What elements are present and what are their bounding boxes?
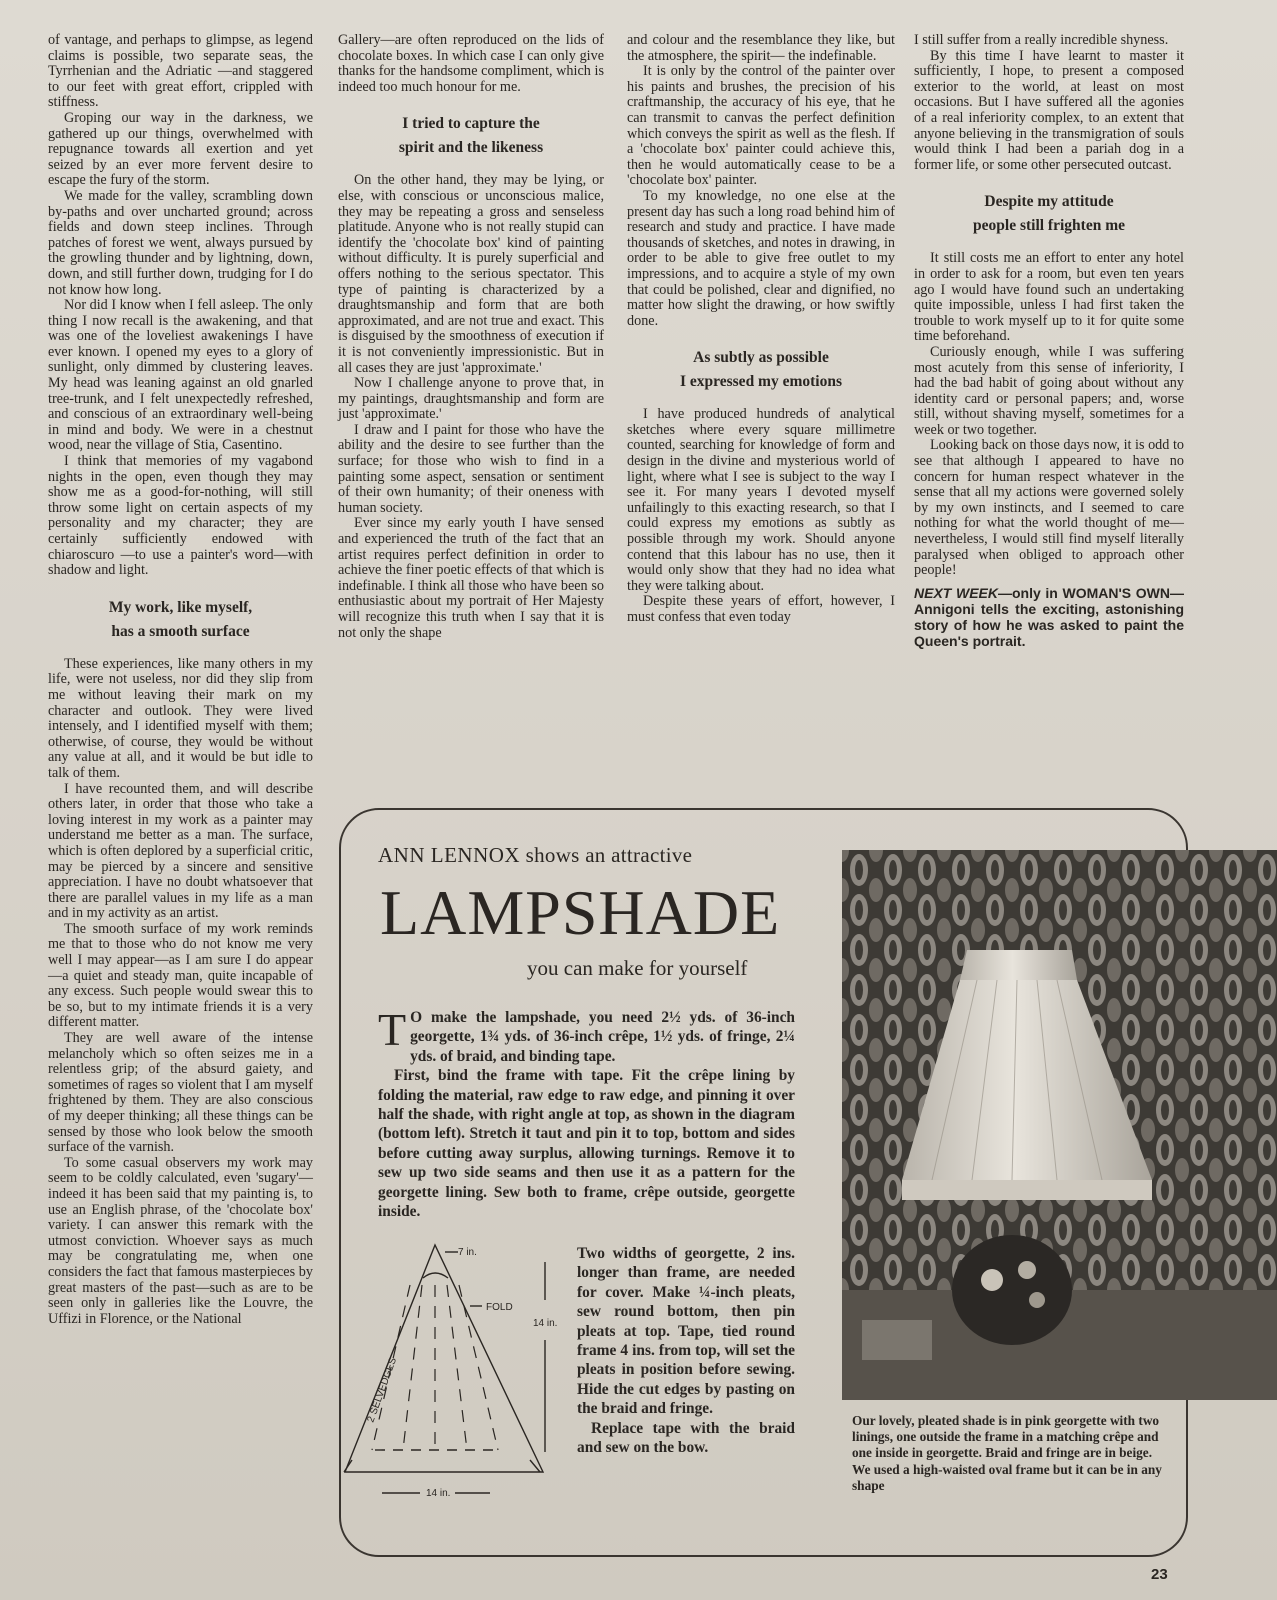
paragraph: On the other hand, they may be lying, or else, with conscious or unconscious malice, they may be repeating a gross and senseless platitude. Anyone who is not really stupid can identify the 'chocolate box' kind of painting without difficulty. It is purely superficial and offers nothing to the serious spectator. This type of painting is characterized by a draughtsmanship and form that are both approximated, and are not true and exact. This is disguised by the smoothness of execution if it is not conveniently impressionistic. But in all cases they are just 'approximate.'	[338, 172, 604, 376]
subheading-line: I tried to capture the	[402, 115, 540, 133]
intro-text: O make the lampshade, you need 2½ yds. of 36-inch georgette, 1¾ yds. of 36-inch crêpe, 1½ yds. of fringe, 2¼ yds. of braid, and binding tape.	[410, 1009, 795, 1065]
lamp-base-flower	[1018, 1261, 1036, 1279]
paragraph: It is only by the control of the painter over his paints and brushes, the precision of his craftmanship, the accuracy of his eye, that he can transmit to canvas the perfect definition which conveys the spirit as well as the flesh. If a 'chocolate box' painter could achieve this, then he would automatically cease to be a 'chocolate box' painter.	[627, 63, 895, 189]
paragraph: We made for the valley, scrambling down by-paths and over uncharted ground; across fields and down steep inclines. Through patches of forest we went, always pursued by the growling thunder and by lightning, down, down, and still further down, trudging for I do not know how long.	[48, 187, 313, 298]
diagram-height-label: 14 in.	[533, 1318, 558, 1329]
paragraph: The smooth surface of my work reminds me that to those who do not know me very well I may appear—as I am sure I do appear—a quiet and steady man, quite incapable of any excess. Such people would swear this to be so, but to my intimate friends it is a very different matter.	[48, 920, 313, 1031]
paragraph: Curiously enough, while I was suffering most acutely from this sense of inferiority, I had the bad habit of going about without any identity card or personal papers; and, worse still, without shaving myself, sometimes for a week or two together.	[914, 343, 1184, 438]
lamp-fringe	[902, 1180, 1152, 1200]
diagram-selvedge-label: 2 SELVEDGES	[365, 1356, 400, 1425]
lamp-base-flower	[981, 1269, 1003, 1291]
lamp-illustration	[842, 850, 1277, 1400]
paragraph: Ever since my early youth I have sensed and experienced the truth of the fact that an artist requires perfect definition in order to achieve the finer poetic effects of that which is indefinable. I think all those who have been so enthusiastic about my portrait of Her Majesty will recognize this truth when I say that it is not only the shape	[338, 515, 604, 641]
subheading-line: people still frighten me	[973, 217, 1125, 235]
paragraph: To my knowledge, no one else at the present day has such a long road behind him of research and study and practice. I have made thousands of sketches, and notes in drawing, in order to be able to give free outlet to my impressions, and to acquire a style of my own that could be polished, clear and dignified, no matter how slight the drawing, or how swiftly done.	[627, 187, 895, 329]
next-week-label: NEXT WEEK	[914, 584, 998, 601]
subheading-line: Despite my attitude	[984, 193, 1114, 211]
instructions-step: First, bind the frame with tape. Fit the crêpe lining by folding the material, raw edge to raw edge, and pinning it over half the shade, with right angle at top, as shown in the diagram (bottom left). Stretch it taut and pin it to top, bottom and sides before cutting away surplus, allowing turnings. Remove it to sew up two side seams and then use it as a pattern for the georgette lining. Sew both to frame, crêpe outside, georgette inside.	[378, 1067, 795, 1221]
paragraph: Nor did I know when I fell asleep. The only thing I now recall is the awakening, and that was one of the loveliest awakenings I have ever known. I opened my eyes to a glory of sunlight, only dimmed by clustering leaves. My head was leaning against an old gnarled tree-trunk, and I felt unexpectedly refreshed, and conscious of an extraordinary well-being in mind and body. We were in a chestnut wood, near the village of Stia, Casentino.	[48, 297, 313, 454]
next-week-text: —only in WOMAN'S OWN—Annigoni tells the exciting, astonishing story of how he was asked to paint the Queen's portrait.	[914, 584, 1184, 649]
diagram-top-arc	[423, 1273, 448, 1278]
diagram-top-label: 7 in.	[458, 1247, 477, 1258]
diagram-fold-label: FOLD	[486, 1302, 513, 1313]
instructions-step: Two widths of georgette, 2 ins. longer than frame, are needed for cover. Make ¼-inch pleats, sew round bottom, then pin pleats at top. Tape, tied round frame 4 ins. from top, will set the pleats in position before sewing. Hide the cut edges by pasting on the braid and fringe.	[577, 1245, 795, 1418]
subheading-line: I expressed my emotions	[679, 373, 843, 391]
paragraph: To some casual observers my work may seem to be coldly calculated, even 'sugary'—indeed it has been said that my painting is, to use an English phrase, of the 'chocolate box' variety. I can answer this remark with the utmost conviction. Whoever says as much may be congratulating me, when one considers the fact that famous masterpieces by great masters of the past—such as are to be seen only in galleries like the Louvre, the Uffizi in Florence, or the National	[48, 1154, 313, 1327]
paragraph: Gallery—are often reproduced on the lids of chocolate boxes. In which case I can only give thanks for the handsome compliment, which is indeed too much honour for me.	[338, 32, 604, 95]
lamp-shade-top	[960, 950, 1077, 980]
subheading-subtly-as-possible	[627, 346, 895, 394]
paragraph: Now I challenge anyone to prove that, in my paintings, draughtsmanship and form are just 'approximate.'	[338, 375, 604, 423]
page-number: 23	[1151, 1566, 1168, 1583]
column-3	[627, 33, 895, 626]
paragraph: I still suffer from a really incredible shyness.	[914, 32, 1169, 48]
subheading-line: spirit and the likeness	[398, 139, 544, 157]
paragraph: I think that memories of my vagabond nights in the open, even though they may show me as a good-for-nothing, will still throw some light on certain aspects of my personality and my character; they are certainly sufficiently endowed with chiaroscuro —to use a painter's word—with shadow and light.	[48, 453, 313, 579]
paragraph: Looking back on those days now, it is odd to see that although I appeared to have no concern for human respect whatever in the sense that all my actions were governed solely by my own instincts, and I seemed to care nothing for what the world thought of me—nevertheless, I would still find myself literally paralysed when obliged to approach other people!	[914, 437, 1184, 579]
paragraph: These experiences, like many others in my life, were not useless, nor did they slip from me without leaving their mark on my character and outlook. They were lived intensely, and I identified myself with them; otherwise, of course, they would be without any value at all, and it would be but idle to talk of them.	[48, 655, 313, 781]
paragraph: Groping our way in the darkness, we gathered up our things, overwhelmed with repugnance towards all exertion and yet seized by an ever more fervent desire to escape the fury of the storm.	[48, 109, 313, 189]
instructions-intro	[378, 1004, 795, 1066]
paragraph: Despite these years of effort, however, I must confess that even today	[627, 593, 895, 625]
column-2	[338, 33, 604, 641]
byline-rest: shows an attractive	[520, 843, 693, 867]
next-week-teaser	[914, 585, 1184, 649]
column-1	[48, 33, 313, 1327]
column-4	[914, 33, 1184, 649]
instructions	[378, 1004, 795, 1221]
subheading-capture-spirit	[338, 112, 604, 160]
subheading-line: As subtly as possible	[693, 349, 829, 367]
photo-caption: Our lovely, pleated shade is in pink georgette with two linings, one outside the frame in a matching crêpe and one inside in georgette. Braid and fringe are in beige. We used a high-waisted oval frame but it can be in any shape	[852, 1413, 1162, 1493]
paragraph: They are well aware of the intense melancholy which so often seizes me in a relentless grip; of the absurd gaiety, and sometimes of rages so violent that I am myself frightened by them. They are also conscious of my deeper thinking; all these things can be sensed by those who look below the smooth surface of the varnish.	[48, 1030, 313, 1156]
paragraph: It still costs me an effort to enter any hotel in order to ask for a room, but even ten years ago I would have found such an undertaking quite impossible, unless I had first taken the trouble to work myself up to it for quite some time beforehand.	[914, 250, 1184, 345]
diagram-base-label: 14 in.	[426, 1488, 451, 1499]
drop-cap: T	[378, 1004, 407, 1055]
subheading-line: has a smooth surface	[111, 622, 250, 640]
subheading-work-like-myself	[48, 596, 313, 644]
corner-arrow	[344, 1460, 540, 1472]
lamp-base	[952, 1235, 1072, 1345]
paragraph: I draw and I paint for those who have the ability and the desire to see further than the surface; for those who wish to find in a painting some aspect, sensation or sentiment of their own humanity; of their oneness with human society.	[338, 421, 604, 516]
feature-subtitle: you can make for yourself	[527, 956, 748, 980]
feature-byline	[378, 843, 692, 868]
paragraph: and colour and the resemblance they like, but the atmosphere, the spirit— the indefinable.	[627, 32, 895, 64]
subheading-people-frighten-me	[914, 190, 1184, 238]
table-object	[862, 1320, 932, 1360]
paragraph: of vantage, and perhaps to glimpse, as legend claims is possible, two separate seas, the Tyrrhenian and the Adriatic —and staggered to our feet with great effort, crippled with stiffness.	[48, 32, 313, 111]
pattern-diagram	[340, 1240, 570, 1510]
paragraph: I have produced hundreds of analytical sketches where every square millimetre counted, searching for knowledge of form and design in the divine and mysterious world of light, where what I see is subject to the way I see it. For many years I devoted myself unfailingly to this exacting research, so that I could express my emotions as subtly as possible through my work. Should anyone contend that this labour has no use, then it would only show that they had no idea what they were talking about.	[627, 406, 895, 594]
feature-title: LAMPSHADE	[380, 877, 781, 948]
paragraph: By this time I have learnt to master it sufficiently, I hope, to present a composed exterior to the world, at least on most occasions. But I have suffered all the agonies of a real inferiority complex, to an extent that anyone believing in the transmigration of souls would think I had been a pariah dog in a former life, or some other persecuted outcast.	[914, 47, 1184, 173]
subheading-line: My work, like myself,	[108, 598, 253, 616]
instructions-step: Replace tape with the braid and sew on the bow.	[577, 1419, 795, 1457]
lampshade-photo	[842, 850, 1277, 1400]
instructions-continued	[577, 1244, 795, 1457]
paragraph: I have recounted them, and will describe others later, in order that those who take a loving interest in my work as a painter may understand me better as a man. The surface, which is often deplored by a superficial critic, may be pierced by a sincere and sensitive appreciation. I have no doubt whatsoever that there are parallel values in my life as a man and in my activity as an artist.	[48, 780, 313, 922]
byline-name: ANN LENNOX	[378, 843, 521, 867]
lamp-base-flower	[1029, 1292, 1045, 1308]
